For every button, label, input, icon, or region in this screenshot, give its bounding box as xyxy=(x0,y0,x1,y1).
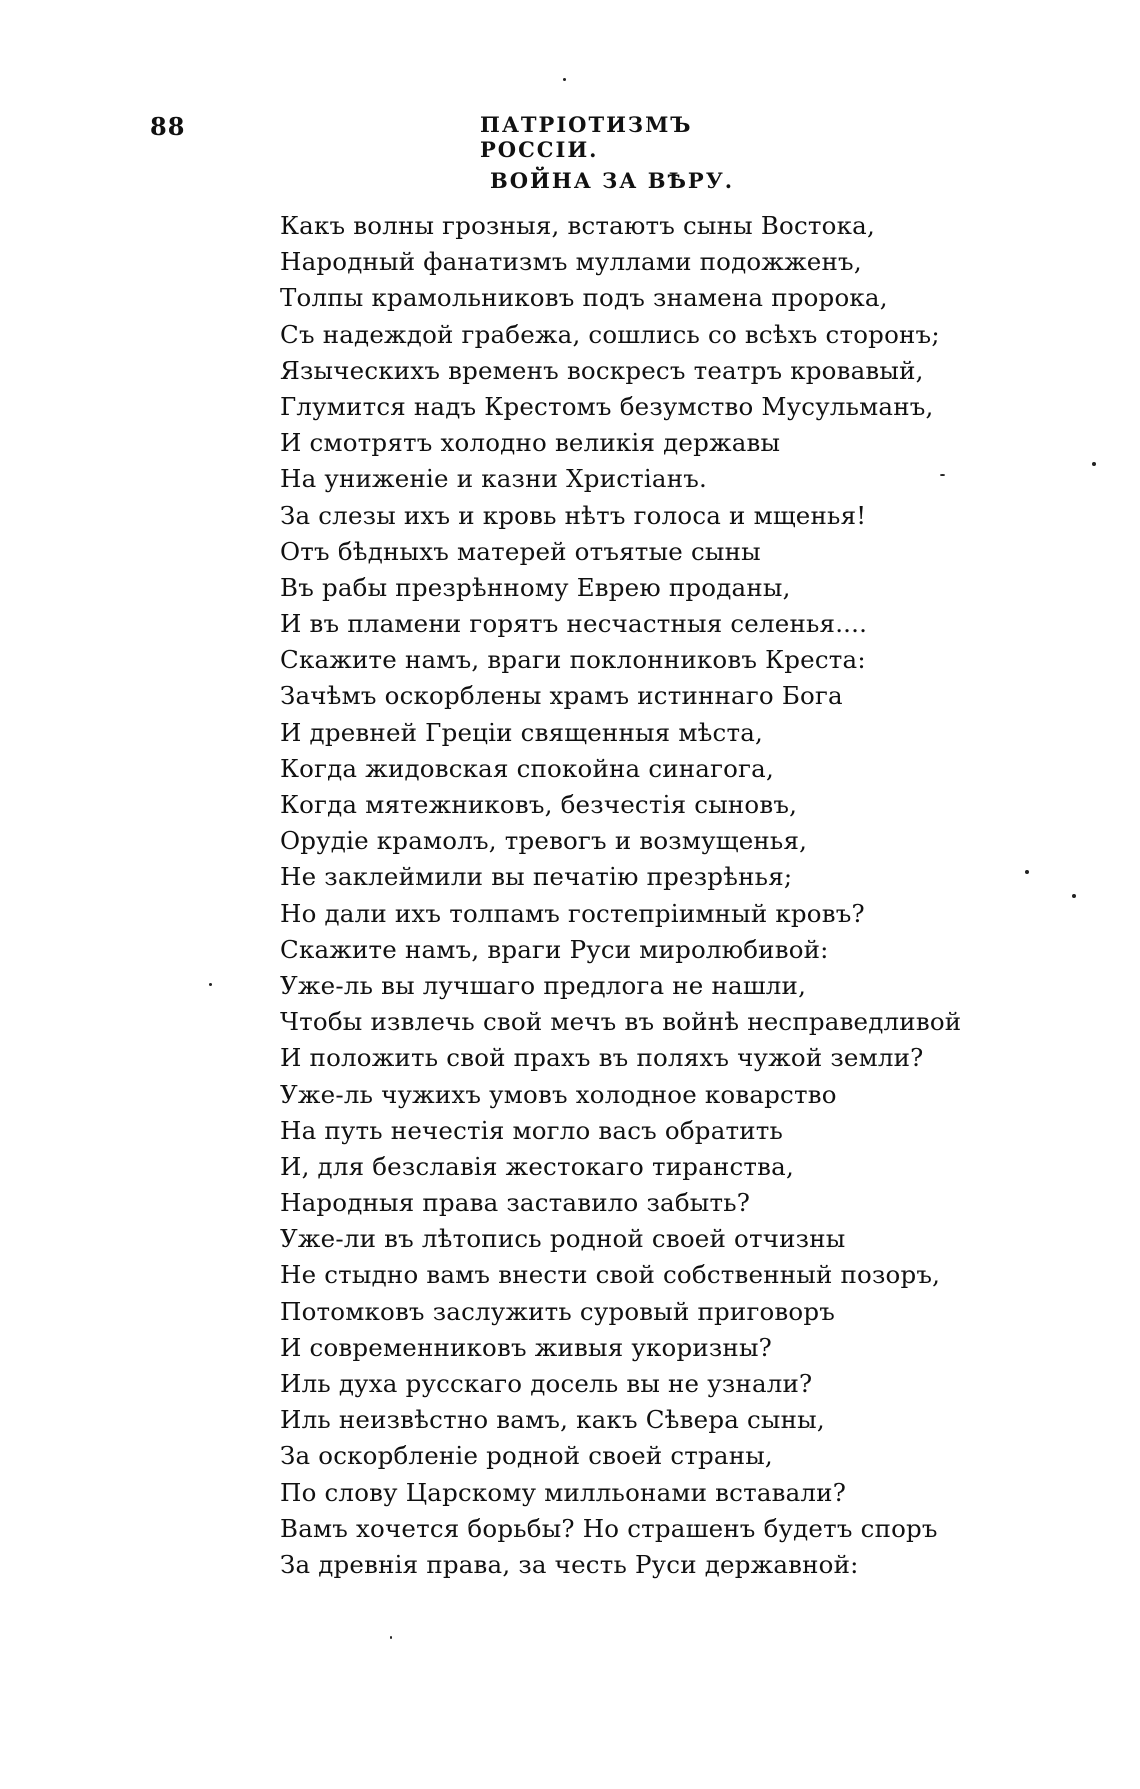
poem-line: Народныя права заставило забыть? xyxy=(280,1188,751,1218)
poem-line: Орудіе крамолъ, тревогъ и возмущенья, xyxy=(280,826,808,856)
poem-line: Чтобы извлечь свой мечъ въ войнѣ несправедливой xyxy=(280,1007,962,1037)
poem-line: По слову Царскому милльонами вставали? xyxy=(280,1477,847,1507)
running-head: ПАТРІОТИЗМЪ РОССІИ. xyxy=(480,112,693,162)
scan-speck xyxy=(940,474,945,476)
poem-line: Толпы крамольниковъ подъ знамена пророка, xyxy=(280,283,888,313)
poem-line: Когда жидовская спокойна синагога, xyxy=(280,753,774,783)
poem-line: Народный фанатизмъ муллами подожженъ, xyxy=(280,247,862,277)
poem-line: Потомковъ заслужить суровый приговоръ xyxy=(280,1296,836,1326)
poem-line: Но дали ихъ толпамъ гостепріимный кровъ? xyxy=(280,898,865,928)
scan-speck xyxy=(1072,894,1076,898)
scan-speck xyxy=(1092,462,1096,466)
poem-line: За древнія права, за честь Руси державной: xyxy=(280,1549,859,1579)
poem-line: Уже-ль чужихъ умовъ холодное коварство xyxy=(280,1079,837,1109)
poem-line: И современниковъ живыя укоризны? xyxy=(280,1332,772,1362)
poem-line: За слезы ихъ и кровь нѣтъ голоса и мщенья! xyxy=(280,500,867,530)
poem-line: Когда мятежниковъ, безчестія сыновъ, xyxy=(280,790,798,819)
poem-line: На путь нечестія могло васъ обратить xyxy=(280,1115,784,1145)
poem-line: Не стыдно вамъ внести свой собственный позоръ, xyxy=(280,1260,941,1290)
poem-line: И, для безславія жестокаго тиранства, xyxy=(280,1151,794,1181)
poem-line: И древней Греціи священныя мѣста, xyxy=(280,717,764,747)
poem-line: На униженіе и казни Христіанъ. xyxy=(280,464,708,494)
poem-line: Какъ волны грозныя, встаютъ сыны Востока, xyxy=(280,211,875,240)
poem-line: Вамъ хочется борьбы? Но страшенъ будетъ споръ xyxy=(280,1513,938,1543)
poem-line: Уже-ль вы лучшаго предлога не нашли, xyxy=(280,970,807,1000)
poem-title: ВОЙНА ЗА ВѢРУ. xyxy=(490,168,735,193)
scan-speck xyxy=(209,983,212,986)
scan-speck xyxy=(1025,870,1029,874)
scan-speck xyxy=(390,1636,392,1639)
poem-line: И смотрятъ холодно великія державы xyxy=(280,428,781,458)
poem-line: За оскорбленіе родной своей страны, xyxy=(280,1441,773,1471)
poem-line: Иль неизвѣстно вамъ, какъ Сѣвера сыны, xyxy=(280,1405,825,1435)
poem-line: Уже-ли въ лѣтопись родной своей отчизны xyxy=(280,1224,846,1254)
poem-line: Языческихъ временъ воскресъ театръ кровавый, xyxy=(280,355,924,385)
poem-line: Скажите намъ, враги Руси миролюбивой: xyxy=(280,934,829,964)
poem-line: Скажите намъ, враги поклонниковъ Креста: xyxy=(280,645,866,675)
poem-line: Глумится надъ Крестомъ безумство Мусульманъ, xyxy=(280,391,934,421)
poem-line: Отъ бѣдныхъ матерей отъятые сыны xyxy=(280,536,761,566)
poem-line: Не заклеймили вы печатію презрѣнья; xyxy=(280,862,793,892)
poem-text xyxy=(280,208,962,1583)
poem-line: И въ пламени горятъ несчастныя селенья.... xyxy=(280,609,868,639)
scan-speck xyxy=(563,78,566,81)
page-number: 88 xyxy=(150,112,186,141)
poem-line: Зачѣмъ оскорблены храмъ истиннаго Бога xyxy=(280,681,843,711)
poem-line: Съ надеждой грабежа, сошлись со всѣхъ сторонъ; xyxy=(280,319,940,349)
poem-line: И положить свой прахъ въ поляхъ чужой земли? xyxy=(280,1043,924,1073)
poem-line: Въ рабы презрѣнному Еврею проданы, xyxy=(280,572,791,602)
poem-line: Иль духа русскаго досель вы не узнали? xyxy=(280,1369,813,1398)
